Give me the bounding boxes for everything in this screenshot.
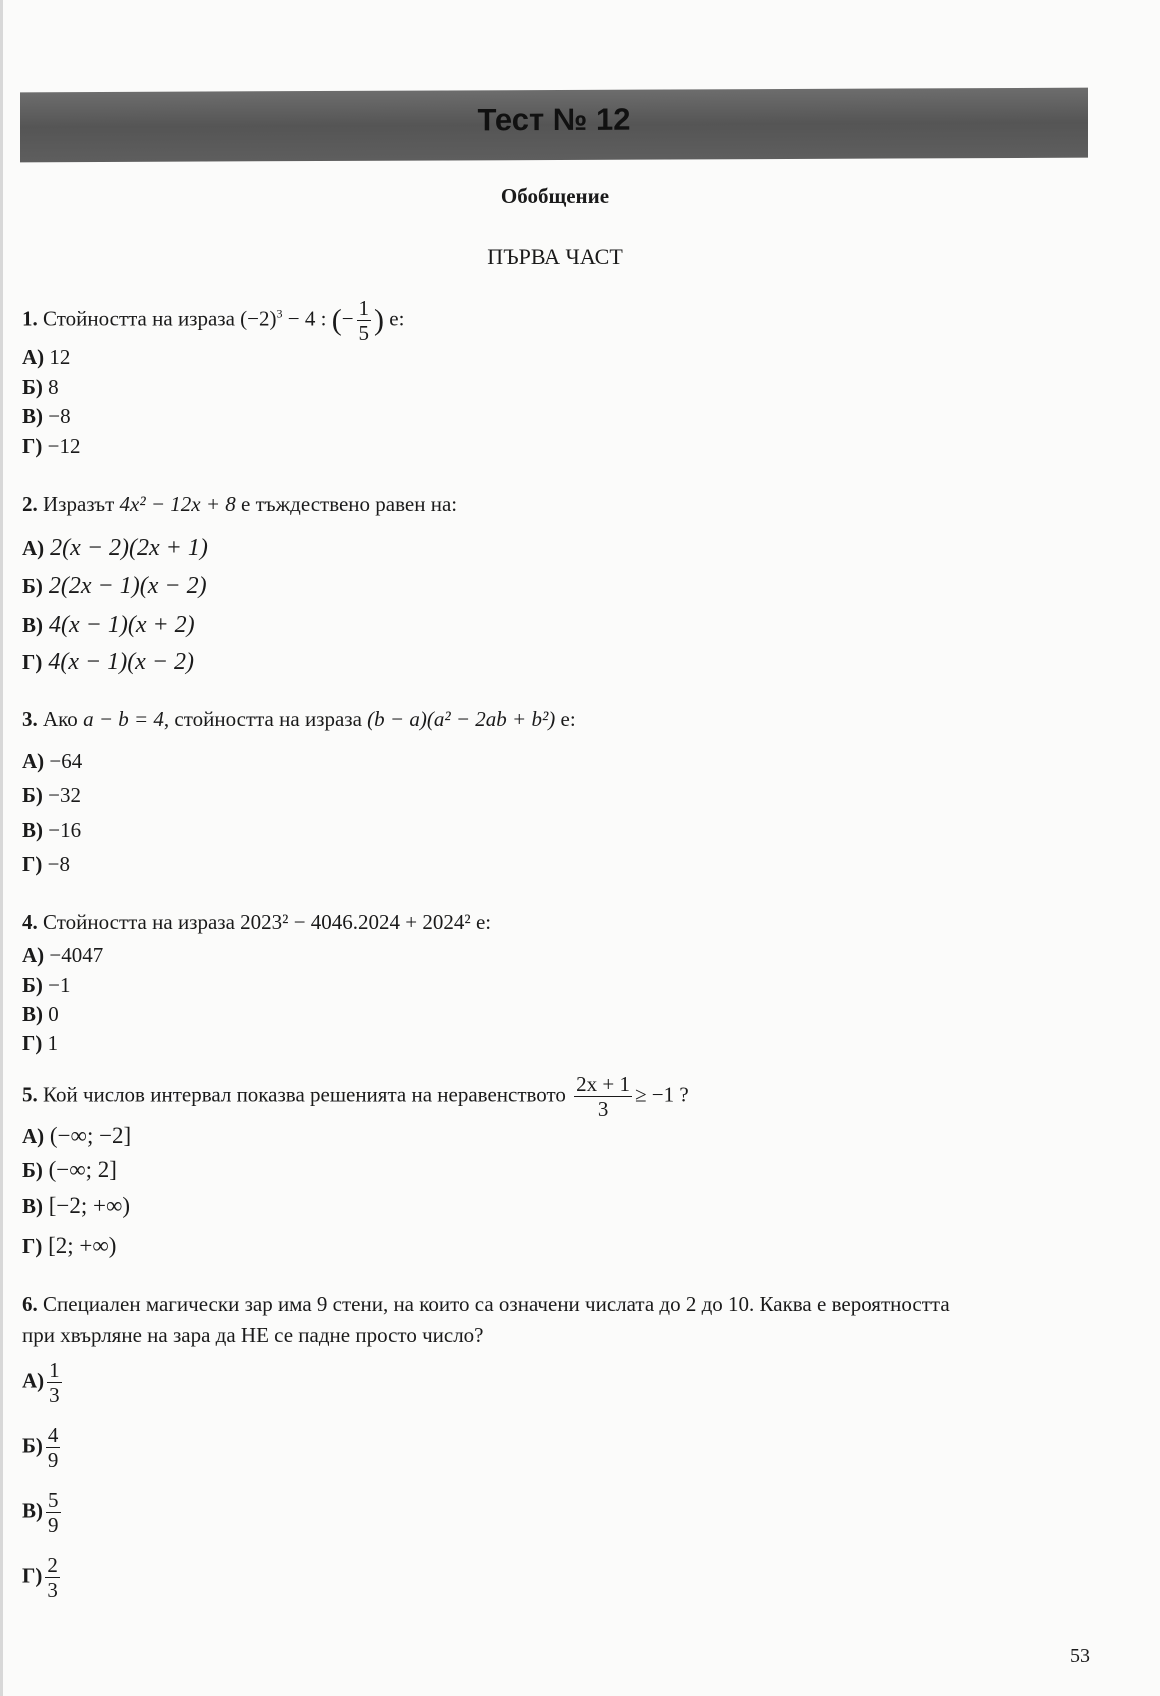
questions-4-options-1-value: (−∞; 2] <box>48 1157 117 1182</box>
option-4c[interactable] <box>22 1002 59 1027</box>
questions-2-number: 3. <box>22 707 38 731</box>
option-4b[interactable] <box>22 973 70 998</box>
questions-4-frac_num: 2x + 1 <box>576 1072 630 1096</box>
questions-5-options-3-num: 2 <box>47 1553 58 1577</box>
questions-5-text: Специален магически зар има 9 стени, на които са означени числата до 2 до 10. Каква е вероятността <box>43 1292 950 1316</box>
questions-2-suffix: е: <box>560 707 576 731</box>
questions-0-expr_rest: − 4 : <box>287 306 327 331</box>
option-5b[interactable] <box>22 1157 117 1183</box>
questions-2-cond: a − b = 4 <box>83 707 164 731</box>
questions-0-options-3-value: −12 <box>47 434 81 458</box>
option-6b[interactable] <box>22 1423 63 1472</box>
option-3d[interactable] <box>22 852 70 877</box>
option-1d[interactable] <box>22 434 80 459</box>
questions-0-frac_den: 5 <box>358 321 370 346</box>
question-5 <box>22 1072 689 1121</box>
questions-1-options-0-label: А) <box>22 536 45 560</box>
part-heading: ПЪРВА ЧАСТ <box>487 244 623 269</box>
test-title: Тест № 12 <box>477 101 631 138</box>
option-2a[interactable] <box>22 535 208 562</box>
questions-3-options-3-label: Г) <box>22 1031 43 1055</box>
subtitle: Обобщение <box>500 184 610 208</box>
questions-3-options-0-label: А) <box>22 943 45 967</box>
questions-4-options-0-value: (−∞; −2] <box>49 1123 132 1148</box>
questions-3-options-1-label: Б) <box>22 973 43 997</box>
questions-1-number: 2. <box>22 492 38 516</box>
questions-5-options-2-den: 9 <box>48 1513 59 1538</box>
questions-1-suffix: е тъждествено равен на: <box>241 492 458 516</box>
questions-2-text2: , стойността на израза <box>163 707 362 731</box>
questions-2-options-0-label: А) <box>22 749 45 773</box>
questions-5-options-1-label: Б) <box>22 1433 43 1458</box>
questions-5-options-2-num: 5 <box>48 1488 59 1512</box>
questions-2-text: Ако <box>43 707 78 731</box>
questions-5-options-2-label: В) <box>22 1498 43 1523</box>
questions-5-options-1-den: 9 <box>47 1448 59 1473</box>
option-2d[interactable] <box>22 649 194 676</box>
questions-3-options-0-value: −4047 <box>49 943 104 967</box>
question-4 <box>22 910 491 935</box>
option-3a[interactable] <box>22 749 82 774</box>
questions-2-options-2-label: В) <box>22 818 43 842</box>
questions-0-options-2-label: В) <box>22 404 43 428</box>
questions-0-expr_base: (−2) <box>240 306 277 331</box>
questions-1-text: Изразът <box>43 492 115 516</box>
questions-0-options-3-label: Г) <box>22 434 43 458</box>
questions-0-options-0-value: 12 <box>49 345 71 369</box>
questions-0-options-1-label: Б) <box>22 375 43 399</box>
questions-3-options-3-value: 1 <box>47 1031 59 1055</box>
page-number: 53 <box>1070 1645 1090 1667</box>
option-2b[interactable] <box>22 573 207 600</box>
option-2c[interactable] <box>22 612 195 639</box>
questions-4-text: Кой числов интервал показва решенията на неравенството <box>43 1082 566 1107</box>
questions-1-options-1-label: Б) <box>22 574 43 598</box>
questions-2-options-3-label: Г) <box>22 852 43 876</box>
option-4d[interactable] <box>22 1031 58 1056</box>
questions-5-options-0-den: 3 <box>49 1383 60 1408</box>
question-2 <box>22 492 457 517</box>
option-6c[interactable] <box>22 1488 64 1537</box>
option-1b[interactable] <box>22 375 59 400</box>
questions-4-options-3-label: Г) <box>22 1234 43 1258</box>
option-3b[interactable] <box>22 783 81 808</box>
option-5a[interactable] <box>22 1123 131 1149</box>
question-1: 1. Стойността на израза $(-2)^3 - 4$ : (− $\frac{1}{5}$ ) е: <box>22 296 405 346</box>
questions-1-options-2-label: В) <box>22 613 43 637</box>
option-5c[interactable] <box>22 1193 130 1219</box>
questions-1-options-1-value: 2(2x − 1)(x − 2) <box>48 573 207 599</box>
questions-0-frac_sign: − <box>341 306 354 331</box>
questions-0-text: Стойността на израза <box>43 306 235 331</box>
questions-1-options-2-value: 4(x − 1)(x + 2) <box>49 612 195 638</box>
questions-2-options-1-label: Б) <box>22 783 43 807</box>
option-1a[interactable] <box>22 345 70 370</box>
questions-4-suffix: ≥ −1 ? <box>635 1082 689 1107</box>
questions-2-options-0-value: −64 <box>49 749 83 773</box>
questions-0-options-0-label: А) <box>22 345 45 369</box>
option-1c[interactable] <box>22 404 71 429</box>
option-6d[interactable] <box>22 1553 63 1602</box>
questions-0-options-1-value: 8 <box>48 375 59 399</box>
questions-2-expr: (b − a)(a² − 2ab + b²) <box>367 707 556 731</box>
option-6a[interactable] <box>22 1358 65 1407</box>
questions-0-frac_num: 1 <box>358 296 370 320</box>
questions-3-options-1-value: −1 <box>48 973 71 997</box>
questions-3-options-2-value: 0 <box>48 1002 59 1026</box>
questions-0-suffix: е: <box>389 306 405 331</box>
questions-0-number: 1. <box>22 306 38 331</box>
questions-4-options-2-value: [−2; +∞) <box>48 1193 131 1218</box>
questions-1-options-3-label: Г) <box>22 650 43 674</box>
questions-5-number: 6. <box>22 1292 38 1316</box>
title-banner <box>20 88 1088 163</box>
questions-2-options-1-value: −32 <box>48 783 81 807</box>
questions-3-options-2-label: В) <box>22 1002 43 1026</box>
questions-5-options-0-label: А) <box>22 1368 45 1393</box>
questions-5-options-1-num: 4 <box>47 1423 59 1447</box>
questions-5-options-3-label: Г) <box>22 1563 43 1588</box>
questions-5-options-0-num: 1 <box>49 1358 60 1382</box>
questions-4-options-1-label: Б) <box>22 1158 43 1182</box>
questions-1-options-3-value: 4(x − 1)(x − 2) <box>48 649 195 675</box>
option-5d[interactable] <box>22 1233 116 1259</box>
option-3c[interactable] <box>22 818 81 843</box>
questions-0-options-2-value: −8 <box>48 404 71 428</box>
question-3 <box>22 707 576 732</box>
questions-0-expr_exp: 3 <box>276 306 283 321</box>
questions-2-options-2-value: −16 <box>48 818 82 842</box>
questions-1-options-0-value: 2(x − 2)(2x + 1) <box>50 535 208 561</box>
questions-4-frac_den: 3 <box>597 1097 609 1122</box>
questions-4-options-0-label: А) <box>22 1124 45 1148</box>
questions-4-options-2-label: В) <box>22 1194 43 1218</box>
questions-5-options-3-den: 3 <box>47 1578 58 1603</box>
question-6 <box>22 1292 950 1317</box>
questions-3-text: Стойността на израза 2023² − 4046.2024 + 2024² е: <box>43 910 492 934</box>
questions-2-options-3-value: −8 <box>47 852 70 876</box>
questions-3-number: 4. <box>22 910 38 934</box>
option-4a[interactable] <box>22 943 103 968</box>
questions-4-options-3-value: [2; +∞) <box>48 1233 117 1258</box>
questions-1-expr: 4x² − 12x + 8 <box>119 492 236 516</box>
questions-4-number: 5. <box>22 1082 38 1107</box>
question-6-cont: при хвърляне на зара да НЕ се падне просто число? <box>22 1323 484 1347</box>
